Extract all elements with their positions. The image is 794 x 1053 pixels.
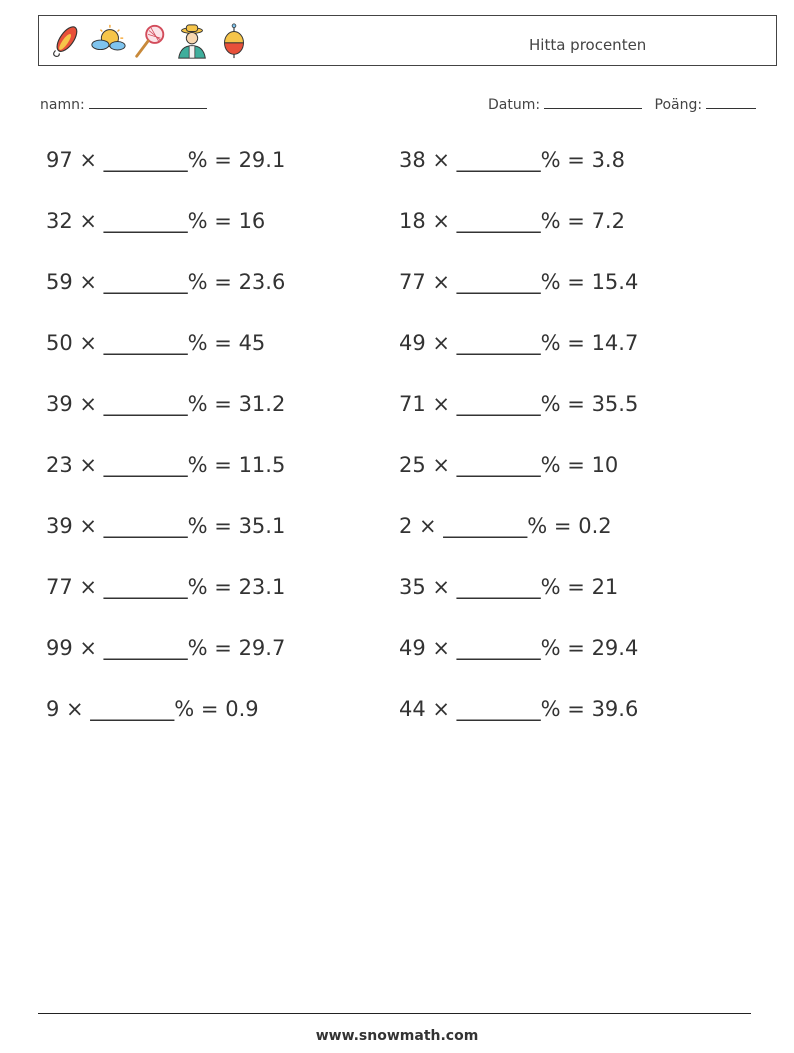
sun-cloud-icon	[89, 22, 127, 60]
fisherman-icon	[173, 22, 211, 60]
score-blank[interactable]	[706, 94, 756, 109]
name-field	[40, 94, 207, 113]
problem: 39 × ________% = 35.1	[46, 514, 286, 538]
problem: 97 × ________% = 29.1	[46, 148, 286, 172]
date-blank[interactable]	[544, 94, 642, 109]
footer-divider	[38, 1013, 751, 1014]
problem-row	[46, 697, 766, 758]
problem: 50 × ________% = 45	[46, 331, 266, 355]
problem-row	[46, 453, 766, 514]
problem: 99 × ________% = 29.7	[46, 636, 286, 660]
problem: 9 × ________% = 0.9	[46, 697, 259, 721]
problem: 49 × ________% = 29.4	[399, 636, 639, 660]
problem-grid	[46, 148, 766, 758]
problem-row	[46, 514, 766, 575]
problem-row	[46, 331, 766, 392]
problem: 32 × ________% = 16	[46, 209, 266, 233]
fishing-bobber-icon	[215, 22, 253, 60]
problem: 59 × ________% = 23.6	[46, 270, 286, 294]
problem-row	[46, 575, 766, 636]
name-blank[interactable]	[89, 94, 207, 109]
problem: 77 × ________% = 15.4	[399, 270, 639, 294]
problem-row	[46, 392, 766, 453]
fishing-lure-icon	[47, 22, 85, 60]
name-label: namn:	[40, 97, 85, 113]
score-label: Poäng:	[654, 97, 703, 113]
problem: 35 × ________% = 21	[399, 575, 619, 599]
problem: 44 × ________% = 39.6	[399, 697, 639, 721]
problem: 2 × ________% = 0.2	[399, 514, 612, 538]
fishing-net-icon	[131, 22, 169, 60]
problem: 77 × ________% = 23.1	[46, 575, 286, 599]
problem: 49 × ________% = 14.7	[399, 331, 639, 355]
worksheet-header	[38, 15, 777, 66]
date-score-field	[488, 94, 756, 113]
footer-url[interactable]: www.snowmath.com	[315, 1028, 479, 1044]
problem: 38 × ________% = 3.8	[399, 148, 625, 172]
worksheet-title: Hitta procenten	[529, 36, 647, 54]
problem: 71 × ________% = 35.5	[399, 392, 639, 416]
problem: 25 × ________% = 10	[399, 453, 619, 477]
header-icons	[47, 20, 253, 62]
problem-row	[46, 270, 766, 331]
problem: 39 × ________% = 31.2	[46, 392, 286, 416]
problem: 18 × ________% = 7.2	[399, 209, 625, 233]
date-label: Datum:	[488, 97, 541, 113]
problem: 23 × ________% = 11.5	[46, 453, 286, 477]
problem-row	[46, 209, 766, 270]
problem-row	[46, 148, 766, 209]
problem-row	[46, 636, 766, 697]
